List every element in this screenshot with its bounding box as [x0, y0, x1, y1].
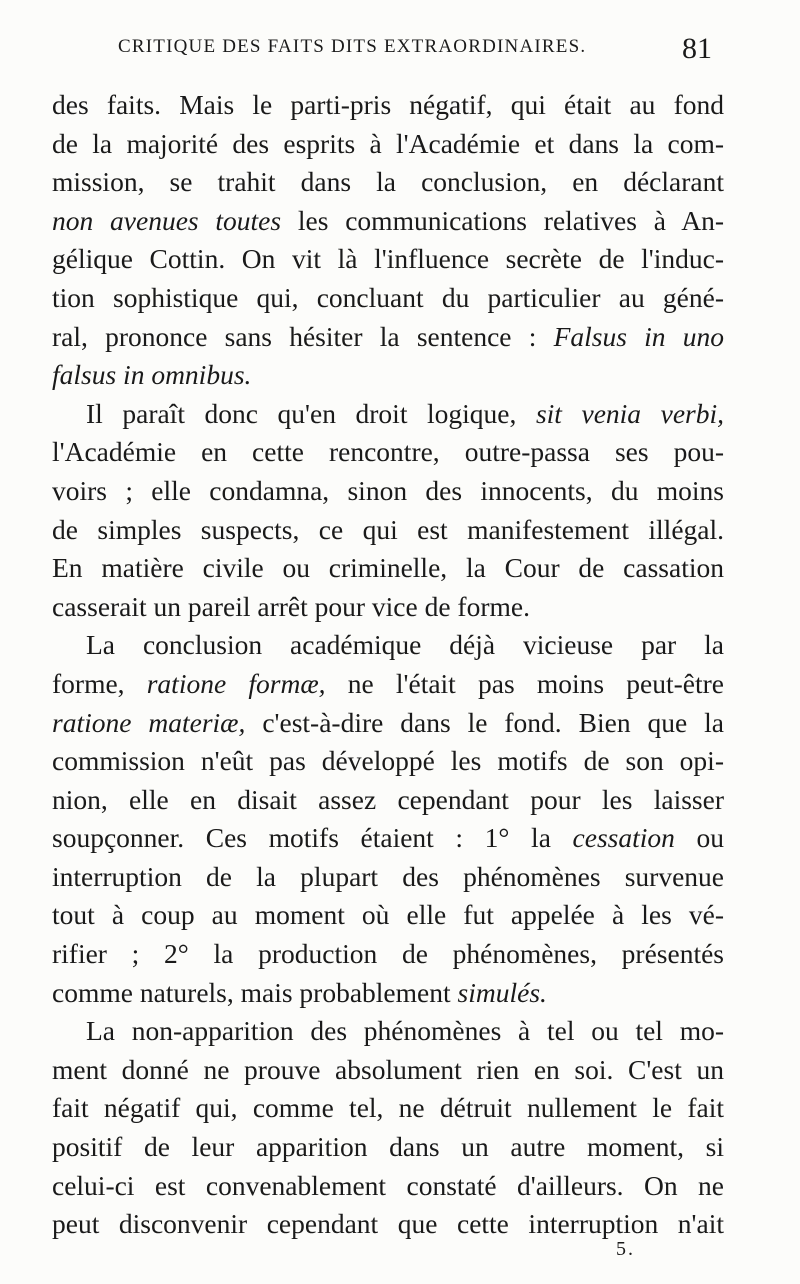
signature-mark: 5.: [616, 1238, 635, 1260]
text-line: nion, elle en disait assez cependant pour les laisser: [52, 783, 724, 815]
text-line: comme naturels, mais probablement simulés.: [52, 976, 547, 1008]
text-line: ment donné ne prouve absolument rien en soi. C'est un: [52, 1053, 724, 1085]
text-line: La non-apparition des phénomènes à tel ou tel mo-: [86, 1015, 724, 1047]
italic-phrase: falsus in omnibus.: [52, 359, 252, 391]
text-line: [52, 356, 724, 395]
text-line: soupçonner. Ces motifs étaient : 1° la cessation ou: [52, 822, 725, 854]
text-line: Il paraît donc qu'en droit logique, sit venia verbi,: [86, 397, 724, 429]
text-line: gélique Cottin. On vit là l'influence secrète de l'induc-: [52, 243, 724, 275]
text-line: positif de leur apparition dans un autre moment, si: [52, 1131, 724, 1163]
text-line: voirs ; elle condamna, sinon des innocents, du moins: [52, 474, 724, 506]
text-line: commission n'eût pas développé les motifs de son opi-: [52, 745, 724, 777]
text-line: de la majorité des esprits à l'Académie et dans la com-: [52, 127, 724, 159]
text-line: mission, se trahit dans la conclusion, en déclarant: [52, 166, 724, 198]
text-line: ratione materiæ, c'est-à-dire dans le fond. Bien que la: [52, 706, 724, 738]
italic-phrase: Falsus in uno: [553, 320, 725, 352]
body-text: [52, 86, 724, 1244]
italic-phrase: non avenues toutes: [52, 204, 282, 236]
text-line: fait négatif qui, comme tel, ne détruit nullement le fait: [52, 1092, 724, 1124]
text-line: des faits. Mais le parti-pris négatif, qui était au fond: [52, 89, 724, 120]
running-head: [118, 32, 718, 68]
text-line: ral, prononce sans hésiter la sentence : Falsus in uno: [52, 320, 725, 352]
text-line: casserait un pareil arrêt pour vice de forme.: [52, 590, 530, 622]
text-line: interruption de la plupart des phénomènes survenue: [52, 860, 724, 892]
text-line: non avenues toutes les communications relatives à An-: [52, 204, 724, 236]
page-number: 81: [682, 32, 712, 65]
italic-phrase: cessation: [572, 822, 675, 854]
text-line: celui-ci est convenablement constaté d'ailleurs. On ne: [52, 1169, 724, 1201]
text-line: l'Académie en cette rencontre, outre-passa ses pou-: [52, 436, 724, 468]
text-line: peut disconvenir cependant que cette interruption n'ait: [52, 1208, 724, 1240]
italic-phrase: ratione formæ,: [146, 667, 326, 699]
text-line: de simples suspects, ce qui est manifestement illégal.: [52, 513, 724, 545]
text-line: forme, ratione formæ, ne l'était pas moins peut-être: [52, 667, 724, 699]
text-line: tout à coup au moment où elle fut appelée à les vé-: [52, 899, 724, 931]
italic-phrase: sit venia verbi,: [535, 397, 724, 429]
text-line: La conclusion académique déjà vicieuse par la: [86, 629, 724, 661]
running-title: CRITIQUE DES FAITS DITS EXTRAORDINAIRES.: [118, 36, 587, 57]
text-line: En matière civile ou criminelle, la Cour de cassation: [52, 552, 724, 584]
italic-phrase: simulés.: [457, 976, 547, 1008]
text-line: rifier ; 2° la production de phénomènes, présentés: [52, 938, 724, 970]
text-line: tion sophistique qui, concluant du particulier au géné-: [52, 281, 724, 313]
italic-phrase: ratione materiæ,: [52, 706, 246, 738]
